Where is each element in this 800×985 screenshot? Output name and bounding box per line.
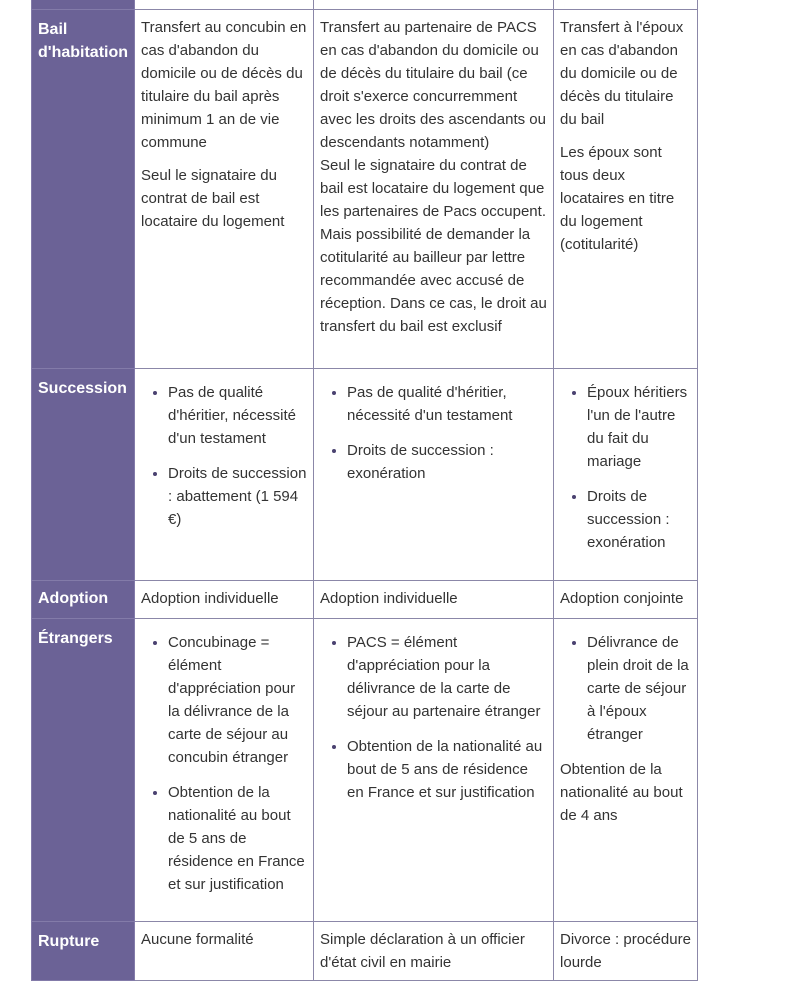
table-row-succession: [32, 369, 698, 581]
bullet-list: [141, 381, 307, 531]
table-row-rupture: [32, 922, 698, 981]
list-item: • Concubinage = élément d'appréciation pour la délivrance de la carte de séjour au concubin étranger: [168, 631, 307, 769]
cell-text: Obtention de la nationalité au bout de 4 ans: [560, 761, 683, 824]
cell-succession-pacs: [314, 369, 554, 581]
cell-etrangers-mariage: [554, 619, 698, 922]
list-item: • Obtention de la nationalité au bout de 5 ans de résidence en France et sur justification: [168, 781, 307, 896]
cell-text: Seul le signataire du contrat de bail est locataire du logement: [141, 167, 285, 230]
list-item: • Droits de succession : abattement (1 594 €): [168, 462, 307, 531]
bullet-list: [560, 381, 691, 554]
cell-text: Transfert au concubin en cas d'abandon du domicile ou de décès du titulaire du bail après minimum 1 an de vie commune: [141, 19, 307, 151]
cell-succession-concubinage: [135, 369, 314, 581]
table-row-top: [32, 0, 698, 10]
row-header-bail: Bail d'habitation: [32, 10, 135, 369]
bullet-list: [320, 381, 547, 485]
cell-text: Transfert au partenaire de PACS en cas d'abandon du domicile ou de décès du titulaire du bail (ce droit s'exerce concurremment avec les droits des ascendants ou descendants notamment): [320, 19, 546, 151]
list-item: • Droits de succession : exonération: [587, 485, 691, 554]
row-header-adoption: Adoption: [32, 581, 135, 619]
list-item: • Pas de qualité d'héritier, nécessité d'un testament: [168, 381, 307, 450]
row-header-rupture: Rupture: [32, 922, 135, 981]
cell-rupture-concubinage: Aucune formalité: [135, 922, 314, 981]
cell-adoption-concubinage: Adoption individuelle: [135, 581, 314, 619]
cell-text: Les époux sont tous deux locataires en titre du logement (cotitularité): [560, 144, 675, 253]
row-header-etrangers: Étrangers: [32, 619, 135, 922]
cell-text: Transfert à l'époux en cas d'abandon du domicile ou de décès du titulaire du bail: [560, 19, 684, 128]
cell-bail-pacs: [314, 10, 554, 369]
bullet-list: [560, 631, 691, 746]
cell-etrangers-concubinage: [135, 619, 314, 922]
list-item: • Obtention de la nationalité au bout de 5 ans de résidence en France et sur justification: [347, 735, 547, 804]
row-header-succession: Succession: [32, 369, 135, 581]
cell-succession-mariage: [554, 369, 698, 581]
bullet-list: [320, 631, 547, 804]
cell-adoption-pacs: Adoption individuelle: [314, 581, 554, 619]
cell-adoption-mariage: Adoption conjointe: [554, 581, 698, 619]
table-row-etrangers: [32, 619, 698, 922]
row-header-empty: [32, 0, 135, 10]
cell-bail-mariage: [554, 10, 698, 369]
cell-rupture-pacs: Simple déclaration à un officier d'état civil en mairie: [314, 922, 554, 981]
list-item: • Droits de succession : exonération: [347, 439, 547, 485]
comparison-table: [31, 0, 698, 981]
table-row-bail: [32, 10, 698, 369]
list-item: • PACS = élément d'appréciation pour la délivrance de la carte de séjour au partenaire étranger: [347, 631, 547, 723]
cell-rupture-mariage: Divorce : procédure lourde: [554, 922, 698, 981]
table-row-adoption: [32, 581, 698, 619]
bullet-list: [141, 631, 307, 896]
cell-etrangers-pacs: [314, 619, 554, 922]
list-item: • Pas de qualité d'héritier, nécessité d'un testament: [347, 381, 547, 427]
cell-bail-concubinage: [135, 10, 314, 369]
cell-text: Seul le signataire du contrat de bail est locataire du logement que les partenaires de Pacs occupent. Mais possibilité de demander la cotitularité au bailleur par lettre recommandée avec accusé de réception. Dans ce cas, le droit au transfert du bail est exclusif: [320, 157, 547, 335]
list-item: • Époux héritiers l'un de l'autre du fait du mariage: [587, 381, 691, 473]
list-item: • Délivrance de plein droit de la carte de séjour à l'époux étranger: [587, 631, 691, 746]
